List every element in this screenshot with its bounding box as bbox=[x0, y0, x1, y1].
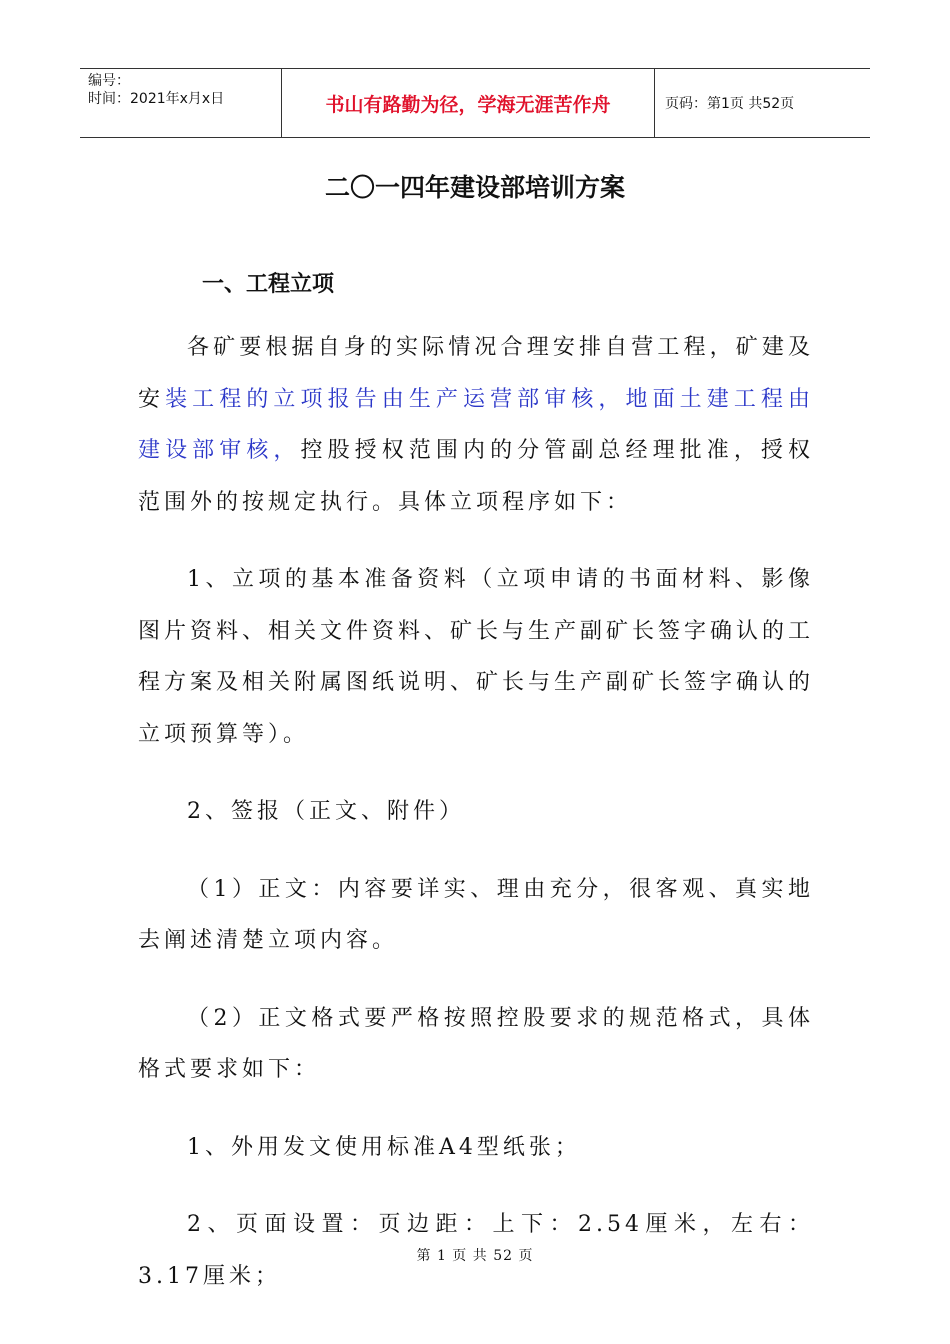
document-title: 二〇一四年建设部培训方案 bbox=[324, 173, 625, 202]
header-meta bbox=[80, 69, 282, 137]
paragraph-1-text: 各矿要根据自身的实际情况合理安排自营工程，矿建及安 bbox=[138, 335, 814, 412]
header-page-info: 页码：第1页 共52页 bbox=[665, 96, 795, 112]
paragraph-5: （2）正文格式要严格按照控股要求的规范格式，具体格式要求如下： bbox=[138, 1005, 814, 1082]
paragraph-6: 1、外用发文使用标准A4型纸张； bbox=[187, 1134, 581, 1160]
time-label: 时间：2021年x月x日 bbox=[88, 91, 225, 107]
paragraph-7: 2、页面设置：页边距：上下：2.54厘米，左右：3.17厘米； bbox=[138, 1212, 814, 1289]
paragraph-3: 2、签报（正文、附件） bbox=[187, 799, 465, 824]
page-header bbox=[80, 68, 870, 138]
paragraph-4: （1）正文：内容要详实、理由充分，很客观、真实地去阐述清楚立项内容。 bbox=[138, 876, 814, 953]
paragraph-1 bbox=[138, 322, 814, 528]
paragraph-2: 1、立项的基本准备资料（立项申请的书面材料、影像图片资料、相关文件资料、矿长与生产副矿长签字确认的工程方案及相关附属图纸说明、矿长与生产副矿长签字确认的立项预算等）。 bbox=[138, 567, 815, 747]
header-motto: 书山有路勤为径，学海无涯苦作舟 bbox=[282, 69, 655, 137]
paragraph-1-end: 控股授权范围内的分管副总经理批准，授权范围外的按规定执行。具体立项程序如下： bbox=[138, 438, 814, 515]
paragraph-1-highlight: 装工程的立项报告由生产运营部审核，地面土建工程由建设部审核， bbox=[138, 386, 814, 463]
document-body bbox=[138, 322, 814, 1328]
page-footer: 第 1 页 共 52 页 bbox=[416, 1248, 534, 1264]
number-label: 编号： bbox=[88, 73, 130, 89]
section-heading: 一、工程立项 bbox=[202, 272, 335, 297]
